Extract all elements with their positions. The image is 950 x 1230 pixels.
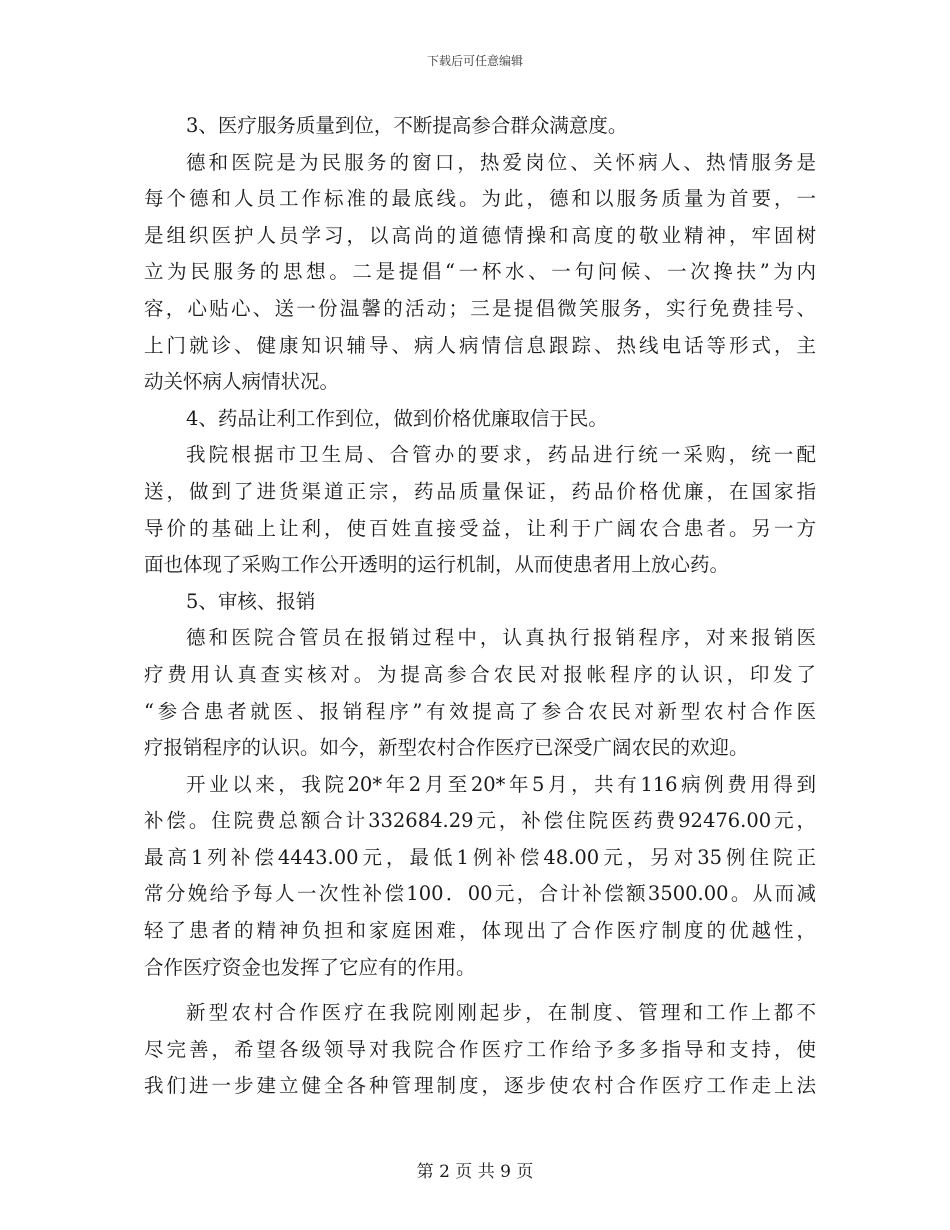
paragraph-line: 容，心贴心、送一份温馨的活动；三是提倡微笑服务，实行免费挂号、 bbox=[144, 296, 816, 320]
paragraph-line: 是组织医护人员学习，以高尚的道德情操和高度的敬业精神，牢固树 bbox=[144, 223, 816, 247]
paragraph-line: 导价的基础上让利，使百姓直接受益，让利于广阔农合患者。另一方 bbox=[144, 516, 816, 540]
paragraph-line: 动关怀病人病情状况。 bbox=[144, 370, 340, 394]
paragraph-line: 合作医疗资金也发挥了它应有的作用。 bbox=[144, 955, 476, 979]
document-body bbox=[144, 108, 816, 1105]
paragraph-gap bbox=[144, 986, 816, 995]
page-number-footer: 第 2 页 共 9 页 bbox=[416, 1162, 534, 1182]
paragraph-line: 轻了患者的精神负担和家庭困难，体现出了合作医疗制度的优越性， bbox=[144, 919, 816, 943]
paragraph-line: 我院根据市卫生局、合管办的要求，药品进行统一采购，统一配 bbox=[186, 443, 816, 467]
paragraph-line: 尽完善，希望各级领导对我院合作医疗工作给予多多指导和支持，使 bbox=[144, 1037, 816, 1061]
paragraph-line: 德和医院是为民服务的窗口，热爱岗位、关怀病人、热情服务是 bbox=[186, 150, 816, 174]
paragraph-line: 新型农村合作医疗在我院刚刚起步，在制度、管理和工作上都不 bbox=[186, 1001, 816, 1025]
paragraph-line: 立为民服务的思想。二是提倡“一杯水、一句问候、一次搀扶”为内 bbox=[144, 260, 816, 284]
paragraph-line: 最高1列补偿4443.00元，最低1例补偿48.00元，另对35例住院正 bbox=[144, 845, 816, 869]
paragraph-line: 我们进一步建立健全各种管理制度，逐步使农村合作医疗工作走上法 bbox=[144, 1074, 816, 1098]
page-header: 下载后可任意编辑 bbox=[426, 54, 523, 68]
paragraph-line: 上门就诊、健康知识辅导、病人病情信息跟踪、热线电话等形式，主 bbox=[144, 333, 816, 357]
paragraph-line: 德和医院合管员在报销过程中，认真执行报销程序，对来报销医 bbox=[186, 626, 816, 650]
paragraph-line: 每个德和人员工作标准的最底线。为此，德和以服务质量为首要，一 bbox=[144, 187, 816, 211]
paragraph-line: 送，做到了进货渠道正宗，药品质量保证，药品价格优廉，在国家指 bbox=[144, 479, 816, 503]
paragraph-line: 面也体现了采购工作公开透明的运行机制，从而使患者用上放心药。 bbox=[144, 553, 730, 577]
heading-4: 4、药品让利工作到位，做到价格优廉取信于民。 bbox=[186, 406, 608, 430]
paragraph-line: 常分娩给予每人一次性补偿100．00元，合计补偿额3500.00。从而减 bbox=[144, 882, 816, 906]
paragraph-line: 补偿。住院费总额合计332684.29元，补偿住院医药费92476.00元， bbox=[144, 809, 816, 833]
heading-5: 5、审核、报销 bbox=[186, 589, 316, 613]
paragraph-line: 疗费用认真查实核对。为提高参合农民对报帐程序的认识，印发了 bbox=[144, 662, 816, 686]
paragraph-line: “参合患者就医、报销程序”有效提高了参合农民对新型农村合作医 bbox=[144, 699, 816, 723]
paragraph-line: 开业以来，我院20*年2月至20*年5月，共有116病例费用得到 bbox=[186, 772, 816, 796]
paragraph-line: 疗报销程序的认识。如今，新型农村合作医疗已深受广阔农民的欢迎。 bbox=[144, 736, 749, 760]
heading-3: 3、医疗服务质量到位，不断提高参合群众满意度。 bbox=[186, 114, 628, 137]
